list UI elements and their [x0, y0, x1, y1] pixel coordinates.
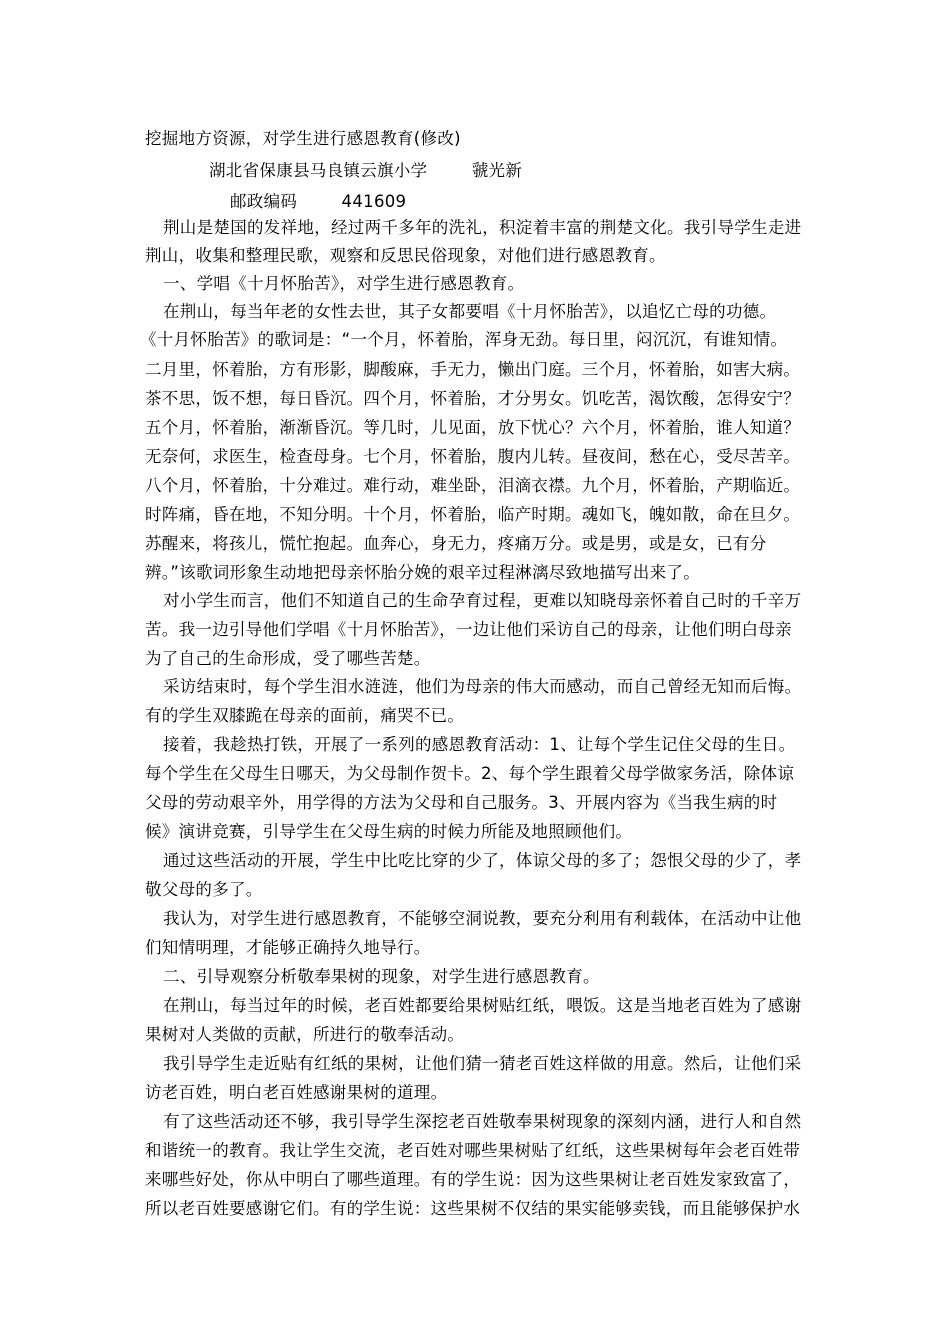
body-line: 采访结束时，每个学生泪水涟涟，他们为母亲的伟大而感动，而自己曾经无知而后悔。	[163, 677, 802, 696]
body-line: 接着，我趁热打铁，开展了一系列的感恩教育活动：1、让每个学生记住父母的生日。	[163, 735, 796, 754]
body-line: 访老百姓，明白老百姓感谢果树的道理。	[145, 1083, 448, 1102]
body-line: 父母的劳动艰辛外，用学得的方法为父母和自己服务。3、开展内容为《当我生病的时	[145, 793, 778, 812]
body-line: 有的学生双膝跪在母亲的面前，痛哭不已。	[145, 706, 465, 725]
body-line: 通过这些活动的开展，学生中比吃比穿的少了，体谅父母的多了；怨恨父母的少了，孝	[163, 851, 802, 870]
body-line: 五个月，怀着胎，渐渐昏沉。等几时，儿见面，放下忧心？六个月，怀着胎，谁人知道？	[145, 418, 801, 437]
body-line: 对小学生而言，他们不知道自己的生命孕育过程，更难以知晓母亲怀着自己时的千辛万	[163, 591, 802, 610]
body-line: 敬父母的多了。	[145, 880, 263, 899]
body-line: 时阵痛，昏在地，不知分明。十个月，怀着胎，临产时期。魂如飞，魄如散，命在旦夕。	[145, 505, 801, 524]
body-line: 在荆山，每当过年的时候，老百姓都要给果树贴红纸，喂饭。这是当地老百姓为了感谢	[163, 996, 802, 1015]
section-heading: 二、引导观察分析敬奉果树的现象，对学生进行感恩教育。	[163, 967, 600, 986]
body-line: 在荆山，每当年老的女性去世，其子女都要唱《十月怀胎苦》，以追忆亡母的功德。	[163, 302, 777, 321]
body-line: 我引导学生走近贴有红纸的果树，让他们猜一猜老百姓这样做的用意。然后，让他们采	[163, 1054, 802, 1073]
postcode-line: 邮政编码 441609	[230, 192, 407, 211]
body-line: 辨。”该歌词形象生动地把母亲怀胎分娩的艰辛过程淋漓尽致地描写出来了。	[145, 563, 700, 582]
body-line: 荆山是楚国的发祥地，经过两千多年的洗礼，积淀着丰富的荆楚文化。我引导学生走进	[163, 218, 802, 237]
body-line: 和谐统一的教育。我让学生交流，老百姓对哪些果树贴了红纸，这些果树每年会老百姓带	[145, 1141, 801, 1160]
body-line: 八个月，怀着胎，十分难过。难行动，难坐卧，泪滴衣襟。九个月，怀着胎，产期临近。	[145, 476, 801, 495]
body-line: 每个学生在父母生日哪天，为父母制作贺卡。2、每个学生跟着父母学做家务活，除体谅	[145, 764, 795, 783]
body-line: 《十月怀胎苦》的歌词是：“一个月，怀着胎，浑身无劲。每日里，闷沉沉，有谁知情。	[140, 330, 788, 349]
body-line: 无奈何，求医生，检查母身。七个月，怀着胎，腹内儿转。昼夜间，愁在心，受尽苦辛。	[145, 447, 801, 466]
body-line: 有了这些活动还不够，我引导学生深挖老百姓敬奉果树现象的深刻内涵，进行人和自然	[163, 1112, 802, 1131]
body-line: 为了自己的生命形成，受了哪些苦楚。	[145, 649, 431, 668]
body-line: 候》演讲竞赛，引导学生在父母生病的时候力所能及地照顾他们。	[145, 822, 633, 841]
author-line: 湖北省保康县马良镇云旗小学 虢光新	[209, 161, 523, 180]
body-line: 果树对人类做的贡献，所进行的敬奉活动。	[145, 1025, 465, 1044]
body-line: 们知情明理，才能够正确持久地导行。	[145, 938, 431, 957]
body-line: 所以老百姓要感谢它们。有的学生说：这些果树不仅结的果实能够卖钱，而且能够保护水	[145, 1199, 801, 1218]
body-line: 苏醒来，将孩儿，慌忙抱起。血奔心，身无力，疼痛万分。或是男，或是女，已有分	[145, 534, 767, 553]
body-line: 茶不思，饭不想，每日昏沉。四个月，怀着胎，才分男女。饥吃苦，渴饮酸，怎得安宁？	[145, 389, 801, 408]
body-line: 来哪些好处，你从中明白了哪些道理。有的学生说：因为这些果树让老百姓发家致富了，	[145, 1170, 801, 1189]
section-heading: 一、学唱《十月怀胎苦》，对学生进行感恩教育。	[163, 274, 525, 293]
body-line: 我认为，对学生进行感恩教育，不能够空洞说教，要充分利用有利载体，在活动中让他	[163, 909, 802, 928]
body-line: 苦。我一边引导他们学唱《十月怀胎苦》，一边让他们采访自己的母亲，让他们明白母亲	[145, 620, 792, 639]
document-title: 挖掘地方资源，对学生进行感恩教育(修改)	[145, 129, 461, 148]
body-line: 二月里，怀着胎，方有形影，脚酸麻，手无力，懒出门庭。三个月，怀着胎，如害大病。	[145, 360, 801, 379]
body-line: 荆山，收集和整理民歌，观察和反思民俗现象，对他们进行感恩教育。	[145, 246, 666, 265]
